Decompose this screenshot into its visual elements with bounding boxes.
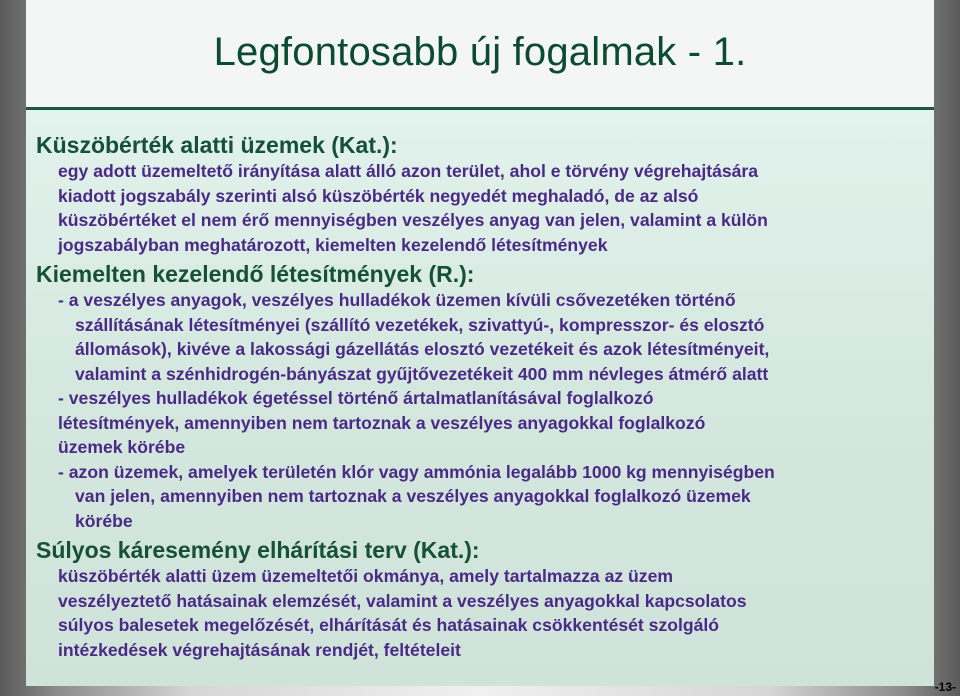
text-line: intézkedések végrehajtásának rendjét, feltételeit	[58, 639, 461, 660]
text-line: körébe	[75, 510, 133, 531]
definition-text	[36, 159, 936, 257]
section-priority-facilities	[36, 260, 936, 533]
text-line: súlyos balesetek megelőzését, elhárítását és hatásainak csökkentését szolgáló	[58, 615, 720, 635]
text-line: van jelen, amennyiben nem tartoznak a veszélyes anyagokkal foglalkozó üzemek	[75, 486, 751, 506]
text-line: küszöbértéket el nem érő mennyiségben veszélyes anyag van jelen, valamint a külön	[58, 210, 768, 230]
text-line: küszöbérték alatti üzem üzemeltetői okmánya, amely tartalmazza az üzem	[58, 566, 674, 586]
text-line: - a veszélyes anyagok, veszélyes hulladékok üzemen kívüli csővezetéken történő	[58, 290, 736, 310]
text-line: kiadott jogszabály szerinti alsó küszöbérték negyedét meghaladó, de az alsó	[58, 185, 699, 206]
text-line: - azon üzemek, amelyek területén klór vagy ammónia legalább 1000 kg mennyiségben	[58, 461, 775, 482]
text-line: szállításának létesítményei (szállító vezetékek, szivattyú-, kompresszor- és elosztó	[75, 314, 765, 335]
text-line: jogszabályban meghatározott, kiemelten kezelendő létesítmények	[58, 234, 608, 255]
text-line: létesítmények, amennyiben nem tartoznak a veszélyes anyagokkal foglalkozó	[58, 412, 706, 433]
text-line: üzemek körébe	[58, 437, 186, 457]
text-line: - veszélyes hulladékok égetéssel történő ártalmatlanításával foglalkozó	[58, 388, 654, 408]
slide-title: Legfontosabb új fogalmak - 1.	[213, 30, 747, 74]
slide-content	[36, 131, 936, 662]
text-line: valamint a szénhidrogén-bányászat gyűjtővezetékeit 400 mm névleges átmérő alatt	[75, 363, 769, 384]
bullet-item	[36, 386, 936, 460]
section-heading: Kiemelten kezelendő létesítmények (R.):	[36, 261, 475, 287]
section-threshold-plants	[36, 131, 936, 257]
definition-text	[36, 564, 936, 662]
page-number: -13-	[934, 680, 956, 694]
section-heading: Küszöbérték alatti üzemek (Kat.):	[36, 132, 398, 158]
section-heading: Súlyos káresemény elhárítási terv (Kat.):	[36, 537, 480, 563]
title-divider	[26, 107, 934, 110]
text-line: veszélyeztető hatásainak elemzését, valamint a veszélyes anyagokkal kapcsolatos	[58, 590, 747, 611]
bullet-item	[36, 460, 936, 534]
bullet-item	[36, 288, 936, 386]
text-line: egy adott üzemeltető irányítása alatt álló azon terület, ahol e törvény végrehajtására	[58, 161, 759, 181]
section-emergency-plan	[36, 536, 936, 662]
text-line: állomások), kivéve a lakossági gázellátás elosztó vezetékeit és azok létesítményeit,	[75, 339, 770, 359]
